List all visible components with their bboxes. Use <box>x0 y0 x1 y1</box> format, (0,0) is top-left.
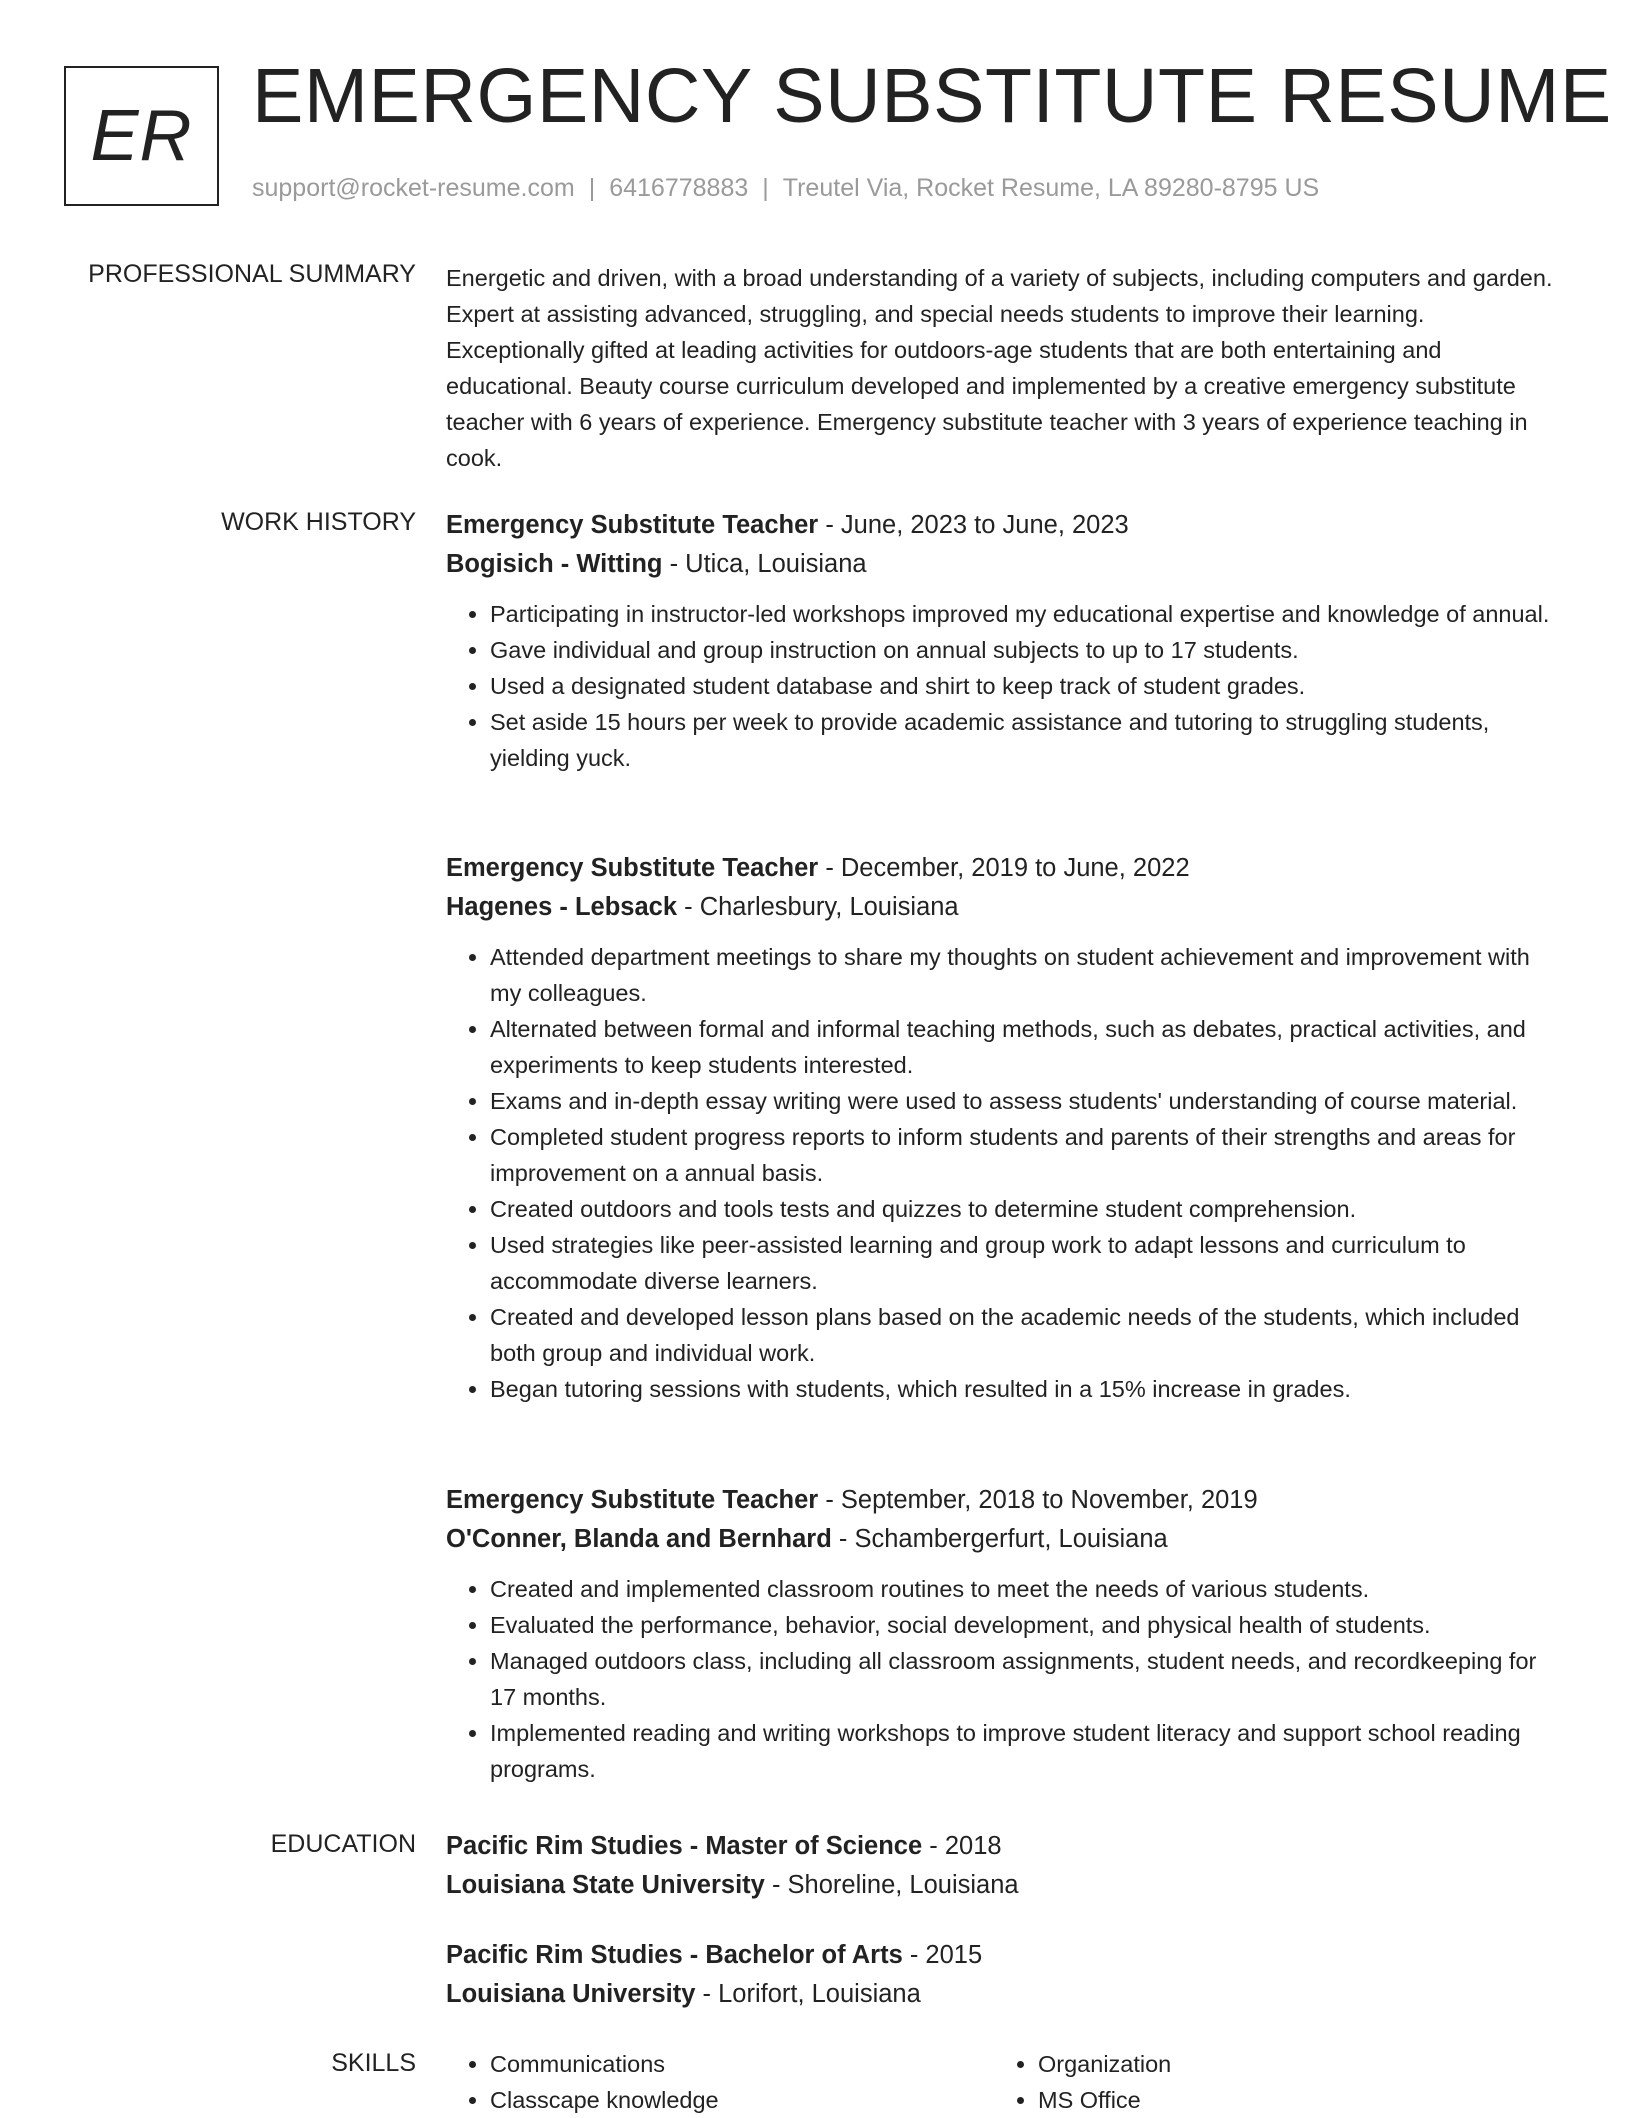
job-dates: - June, 2023 to June, 2023 <box>818 511 1129 539</box>
education-school-line <box>446 1975 1566 2014</box>
job-bullet: • Created and developed lesson plans based on the academic needs of the students, which included both group and individual work. <box>490 1299 1566 1371</box>
job-bullet: • Began tutoring sessions with students, which resulted in a 15% increase in grades. <box>490 1371 1566 1407</box>
education-entry <box>446 1827 1566 1905</box>
monogram-badge: ER <box>64 66 219 206</box>
job-entry <box>446 506 1566 776</box>
skill-item: • Classcape knowledge <box>490 2082 994 2118</box>
contact-email: support@rocket-resume.com <box>252 174 575 202</box>
work-history-section-label: WORK HISTORY <box>221 508 416 536</box>
education-degree-line <box>446 1936 1566 1975</box>
job-location: - Charlesbury, Louisiana <box>677 893 959 921</box>
job-company-line <box>446 1520 1566 1559</box>
job-title: Emergency Substitute Teacher <box>446 1486 819 1514</box>
job-title: Emergency Substitute Teacher <box>446 854 819 882</box>
job-bullet: • Created outdoors and tools tests and quizzes to determine student comprehension. <box>490 1191 1566 1227</box>
job-company-line <box>446 545 1566 584</box>
contact-phone: 6416778883 <box>609 174 749 202</box>
job-dates: - December, 2019 to June, 2022 <box>818 854 1190 882</box>
job-bullet: • Created and implemented classroom routines to meet the needs of various students. <box>490 1571 1566 1607</box>
skill-item: • Communications <box>490 2046 994 2082</box>
job-bullet: • Used strategies like peer-assisted learning and group work to adapt lessons and curriculum to accommodate diverse learners. <box>490 1227 1566 1299</box>
education-degree: Pacific Rim Studies - Master of Science <box>446 1832 923 1860</box>
job-bullet: • Set aside 15 hours per week to provide academic assistance and tutoring to struggling students, yielding yuck. <box>490 704 1566 776</box>
education-school: Louisiana University <box>446 1980 696 2008</box>
job-location: - Utica, Louisiana <box>662 550 867 578</box>
skill-item: • MS Office <box>1038 2082 1542 2118</box>
skills-section-label: SKILLS <box>331 2049 416 2077</box>
education-location: - Lorifort, Louisiana <box>695 1980 921 2008</box>
job-title-line <box>446 849 1566 888</box>
job-company-line <box>446 888 1566 927</box>
education-degree-line <box>446 1827 1566 1866</box>
job-dates: - September, 2018 to November, 2019 <box>818 1486 1258 1514</box>
education-school: Louisiana State University <box>446 1871 765 1899</box>
job-location: - Schambergerfurt, Louisiana <box>831 1525 1168 1553</box>
job-bullet: • Exams and in-depth essay writing were used to assess students' understanding of course material. <box>490 1083 1566 1119</box>
job-bullets <box>446 596 1566 776</box>
job-company: Hagenes - Lebsack <box>446 893 678 921</box>
summary-section-label: PROFESSIONAL SUMMARY <box>88 260 416 288</box>
job-bullet: • Alternated between formal and informal teaching methods, such as debates, practical activities, and experiments to keep students interested. <box>490 1011 1566 1083</box>
education-entry <box>446 1936 1566 2014</box>
job-company: Bogisich - Witting <box>446 550 663 578</box>
job-title: Emergency Substitute Teacher <box>446 511 819 539</box>
contact-separator: | <box>762 174 769 202</box>
job-bullet: • Attended department meetings to share my thoughts on student achievement and improvement with my colleagues. <box>490 939 1566 1011</box>
job-entry <box>446 849 1566 1407</box>
job-bullets <box>446 939 1566 1407</box>
summary-text: Energetic and driven, with a broad understanding of a variety of subjects, including computers and garden. Expert at assisting advanced, struggling, and special needs students to improve their learning. Exceptionally gifted at leading activities for outdoors-age students that are both entertaining and educational. Beauty course curriculum developed and implemented by a creative emergency substitute teacher with 6 years of experience. Emergency substitute teacher with 3 years of experience teaching in cook. <box>446 265 1553 471</box>
job-entry <box>446 1481 1566 1787</box>
contact-address: Treutel Via, Rocket Resume, LA 89280-8795 US <box>782 174 1320 202</box>
skill-item: • Organization <box>1038 2046 1542 2082</box>
job-bullet: • Used a designated student database and shirt to keep track of student grades. <box>490 668 1566 704</box>
contact-separator: | <box>588 174 596 202</box>
job-bullet: • Completed student progress reports to inform students and parents of their strengths and areas for improvement on a annual basis. <box>490 1119 1566 1191</box>
education-year: - 2018 <box>922 1832 1002 1860</box>
job-bullet: • Participating in instructor-led workshops improved my educational expertise and knowledge of annual. <box>490 596 1566 632</box>
job-bullet: • Implemented reading and writing workshops to improve student literacy and support school reading programs. <box>490 1715 1566 1787</box>
education-degree: Pacific Rim Studies - Bachelor of Arts <box>446 1941 903 1969</box>
education-year: - 2015 <box>902 1941 983 1969</box>
education-location: - Shoreline, Louisiana <box>764 1871 1019 1899</box>
job-title-line <box>446 1481 1566 1520</box>
resume-title: EMERGENCY SUBSTITUTE RESUME <box>252 53 1612 139</box>
skills-column <box>994 2046 1542 2118</box>
skills-column <box>446 2046 994 2118</box>
contact-line <box>252 174 1319 203</box>
skills-list <box>446 2046 1566 2118</box>
education-section-label: EDUCATION <box>270 1830 416 1858</box>
job-bullet: • Evaluated the performance, behavior, social development, and physical health of students. <box>490 1607 1566 1643</box>
job-bullet: • Managed outdoors class, including all classroom assignments, student needs, and recordkeeping for 17 months. <box>490 1643 1566 1715</box>
job-bullets <box>446 1571 1566 1787</box>
job-company: O'Conner, Blanda and Bernhard <box>446 1525 832 1553</box>
education-school-line <box>446 1866 1566 1905</box>
job-bullet: • Gave individual and group instruction on annual subjects to up to 17 students. <box>490 632 1566 668</box>
job-title-line <box>446 506 1566 545</box>
